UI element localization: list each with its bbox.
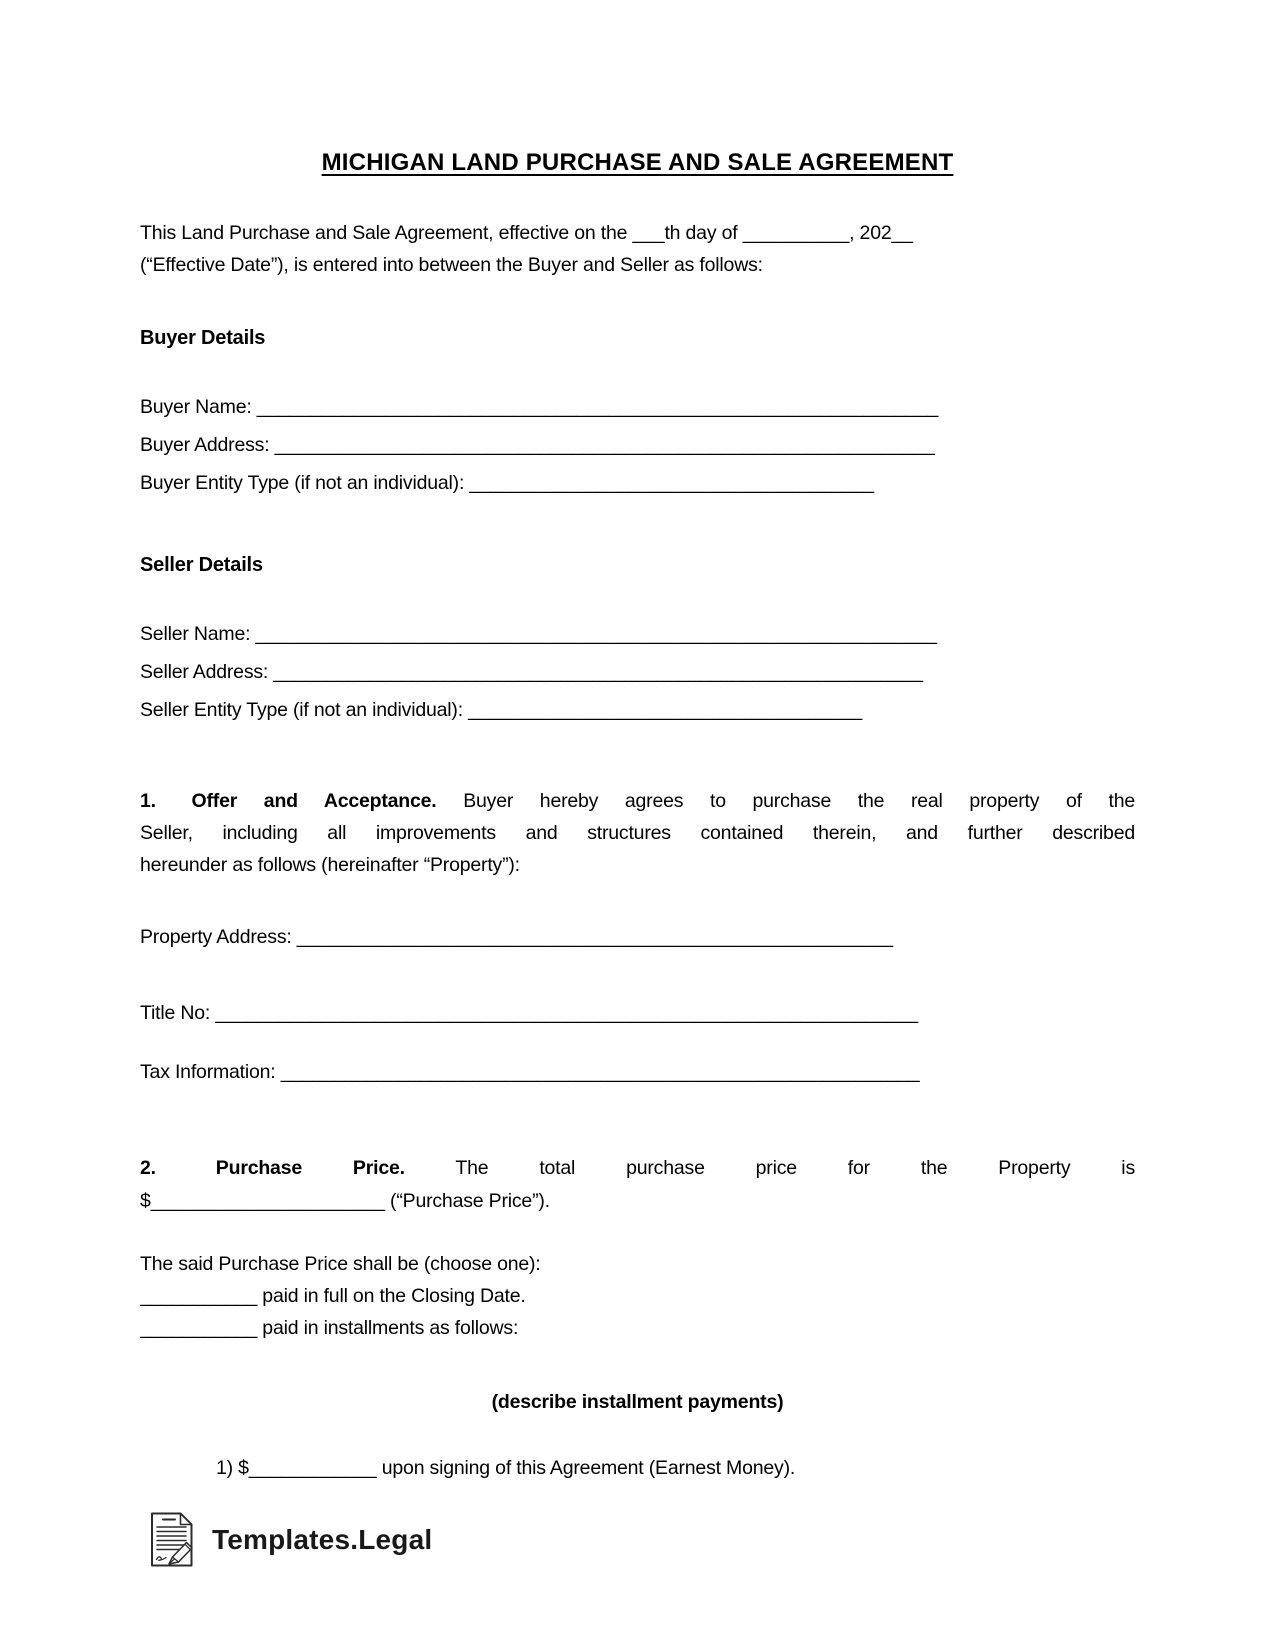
footer-logo <box>148 1511 432 1568</box>
option-paid-in-full-line: ___________ paid in full on the Closing Date. <box>140 1285 526 1307</box>
offer-and-acceptance-paragraph <box>140 785 1135 881</box>
buyer-entity-type-field-line: Buyer Entity Type (if not an individual): ______________________________________ <box>140 472 874 494</box>
buyer-details-fields <box>140 388 1135 502</box>
purchase-price-paragraph <box>140 1152 1135 1218</box>
section-2-number: 2. <box>140 1157 156 1179</box>
seller-name-field-line: Seller Name: ________________________________________________________________ <box>140 623 937 645</box>
brand-name: Templates.Legal <box>212 1523 433 1555</box>
offer-acceptance-line-2: Seller, including all improvements and structures contained therein, and further described <box>140 822 1135 844</box>
payment-choice-block <box>140 1248 1135 1344</box>
seller-address-field-line: Seller Address: _____________________________________________________________ <box>140 661 923 683</box>
section-1-body-start: Buyer hereby agrees to purchase the real property of the <box>463 790 1136 812</box>
document-title-text: MICHIGAN LAND PURCHASE AND SALE AGREEMENT <box>321 149 954 176</box>
installment-1-earnest-money-line: 1) $____________ upon signing of this Agreement (Earnest Money). <box>216 1457 796 1479</box>
document-with-pen-icon <box>148 1511 196 1568</box>
section-2-body-start: The total purchase price for the Property is <box>455 1157 1135 1179</box>
buyer-details-heading: Buyer Details <box>140 327 266 349</box>
title-no-field-line: Title No: __________________________________________________________________ <box>140 1002 918 1024</box>
choose-one-line: The said Purchase Price shall be (choose one): <box>140 1253 541 1275</box>
buyer-name-field-line: Buyer Name: ________________________________________________________________ <box>140 396 939 418</box>
section-2-heading: Purchase Price. <box>215 1157 405 1179</box>
offer-acceptance-line-3: hereunder as follows (hereinafter “Property”): <box>140 854 520 876</box>
tax-information-field-line: Tax Information: ____________________________________________________________ <box>140 1061 920 1083</box>
buyer-address-field-line: Buyer Address: ______________________________________________________________ <box>140 434 935 456</box>
document-title <box>140 146 1135 179</box>
seller-details-heading: Seller Details <box>140 554 263 576</box>
option-installments-line: ___________ paid in installments as follows: <box>140 1317 519 1339</box>
installments-note-line: (describe installment payments) <box>491 1391 784 1413</box>
intro-paragraph <box>140 217 1135 281</box>
intro-line-1: This Land Purchase and Sale Agreement, effective on the ___th day of __________, 202__ <box>140 222 913 244</box>
purchase-price-line-2: $______________________ (“Purchase Price”). <box>140 1190 550 1212</box>
seller-entity-type-field-line: Seller Entity Type (if not an individual): _____________________________________ <box>140 699 862 721</box>
section-1-number: 1. <box>140 790 156 812</box>
property-address-field-line: Property Address: ________________________________________________________ <box>140 926 893 948</box>
section-1-heading: Offer and Acceptance. <box>191 790 437 812</box>
offer-acceptance-line-1 <box>140 785 1135 817</box>
intro-line-2: (“Effective Date”), is entered into between the Buyer and Seller as follows: <box>140 254 763 276</box>
seller-details-fields <box>140 615 1135 729</box>
purchase-price-line-1 <box>140 1152 1135 1185</box>
